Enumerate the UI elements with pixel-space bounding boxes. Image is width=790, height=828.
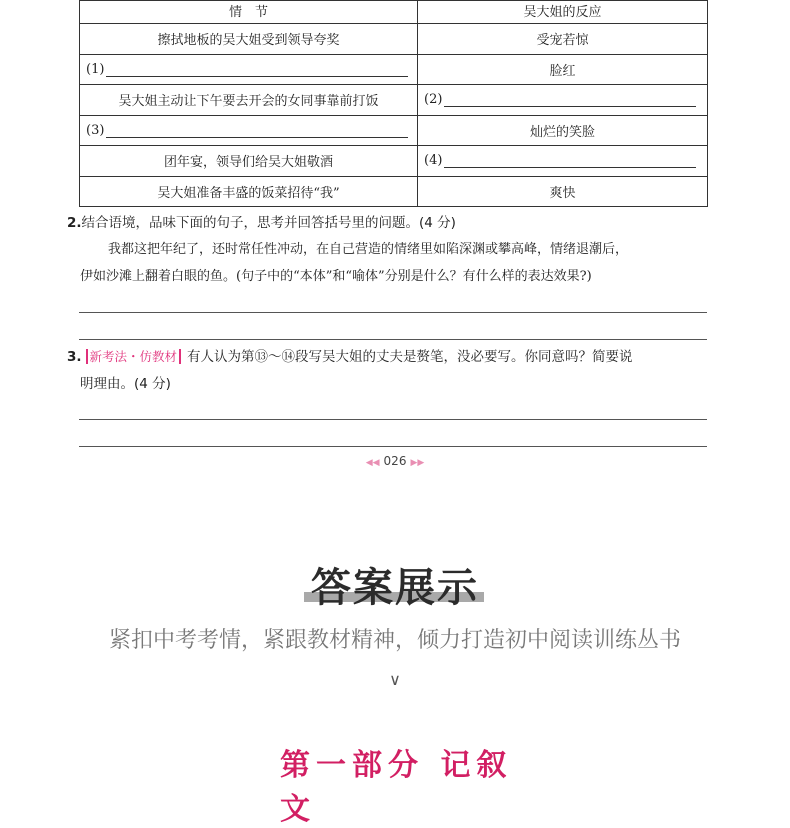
answer-line[interactable] [79,339,707,340]
answer-line[interactable] [79,446,707,447]
quote-line-1: 我都这把年纪了，还时常任性冲动，在自己营造的情绪里如陷深渊或攀高峰，情绪退潮后， [108,242,629,257]
section-title-wrap [0,556,790,613]
question-text: 有人认为第⑬～⑭段写吴大姐的丈夫是赘笔，没必要写。你同意吗？简要说 [187,349,633,365]
plot-cell: 擦拭地板的吴大姐受到领导夸奖 [80,24,418,55]
reaction-cell: 爽快 [418,176,708,207]
answer-blank-line[interactable] [106,62,408,77]
plot-blank-cell[interactable] [80,54,418,85]
blank-number: (4) [424,153,443,169]
table-row [80,146,708,177]
question-text: 结合语境，品味下面的句子，思考并回答括号里的问题。(4 分) [81,215,456,231]
blank-number: (2) [424,92,443,108]
plot-reaction-table [79,0,708,207]
next-section-heading [280,740,520,827]
question-number: 3. [67,349,82,365]
blank-number: (3) [86,122,105,138]
page-number-text: 026 [383,454,407,468]
page-number [0,454,790,468]
question-3-prompt [67,346,717,368]
question-2-prompt [67,212,456,234]
left-arrow-icon: ◀◀ [365,458,380,468]
table-row [80,115,708,146]
chevron-down-icon[interactable]: ∨ [389,670,401,689]
answer-blank-line[interactable] [444,153,696,168]
section-subtitle: 紧扣中考考情，紧跟教材精神，倾力打造初中阅读训练丛书 [108,628,681,653]
blank-number: (1) [86,61,105,77]
new-method-tag: 新考法・仿教材 [86,349,182,364]
answer-blank-line[interactable] [106,123,408,138]
plot-cell: 吴大姐主动让下午要去开会的女同事靠前打饭 [80,85,418,116]
question-number: 2. [67,215,82,231]
section-title: 答案展示 [311,565,479,611]
right-arrow-icon: ▶▶ [410,458,425,468]
reaction-blank-cell[interactable] [418,146,708,177]
header-plot: 情 节 [80,1,418,24]
table-header-row [80,1,708,24]
answer-line[interactable] [79,419,707,420]
table-row [80,85,708,116]
table-row [80,54,708,85]
reaction-cell: 脸红 [418,54,708,85]
quote-line-2: 伊如沙滩上翻着白眼的鱼。(句子中的“本体”和“喻体”分别是什么？有什么样的表达效果?) [80,269,592,284]
table-row [80,24,708,55]
plot-blank-cell[interactable] [80,115,418,146]
reaction-cell: 灿烂的笑脸 [418,115,708,146]
plot-cell: 团年宴，领导们给吴大姐敬酒 [80,146,418,177]
reaction-cell: 受宠若惊 [418,24,708,55]
plot-cell: 吴大姐准备丰盛的饭菜招待“我” [80,176,418,207]
question-3-prompt-cont: 明理由。(4 分) [80,376,171,392]
reaction-blank-cell[interactable] [418,85,708,116]
answer-blank-line[interactable] [444,92,696,107]
table-row [80,176,708,207]
header-reaction: 吴大姐的反应 [418,1,708,24]
next-heading-text: 第一部分 记叙文 [280,748,513,827]
answer-line[interactable] [79,312,707,313]
